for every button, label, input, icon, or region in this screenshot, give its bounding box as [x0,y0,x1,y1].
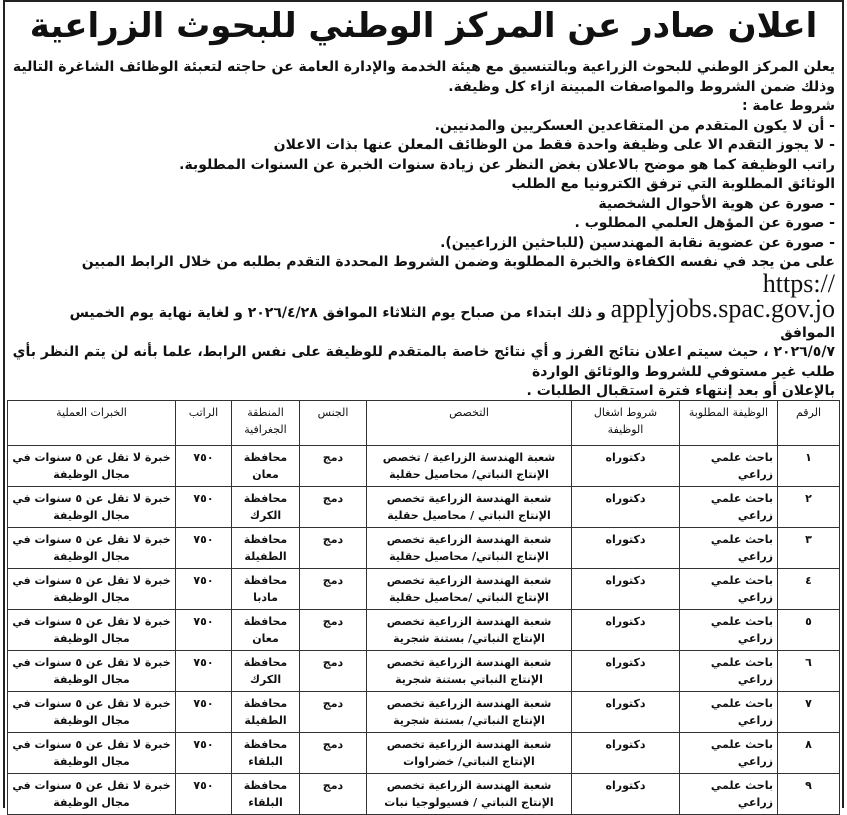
table-cell: دمج [300,610,367,651]
column-header: الجنس [300,401,367,446]
table-cell: دمج [300,733,367,774]
table-cell: ١ [778,446,840,487]
table-cell: دمج [300,487,367,528]
table-cell: ٣ [778,528,840,569]
table-cell: محافظة الطفيلة [232,692,300,733]
intro-line: الوثائق المطلوبة التي ترفق الكترونيا مع الطلب [511,176,835,192]
table-cell: ٩ [778,774,840,815]
table-cell: دكتوراه [572,569,680,610]
table-cell: خبرة لا تقل عن ٥ سنوات في مجال الوظيفة [8,733,176,774]
table-cell: دكتوراه [572,446,680,487]
table-cell: دمج [300,651,367,692]
table-row [8,651,840,692]
table-cell: محافظة الكرك [232,651,300,692]
table-cell: شعبة الهندسة الزراعية تخصص الإنتاج النباتي/ خضراوات [367,733,572,774]
table-cell: شعبة الهندسة الزراعية تخصص الإنتاج النباتي/ بستنة شجرية [367,610,572,651]
table-row [8,774,840,815]
table-cell: شعبة الهندسة الزراعية تخصص الإنتاج النباتي / فسيولوجيا نبات [367,774,572,815]
table-cell: خبرة لا تقل عن ٥ سنوات في مجال الوظيفة [8,610,176,651]
table-cell: باحث علمي زراعي [680,610,778,651]
table-cell: خبرة لا تقل عن ٥ سنوات في مجال الوظيفة [8,528,176,569]
column-header: المنطقة الجغرافية [232,401,300,446]
table-cell: خبرة لا تقل عن ٥ سنوات في مجال الوظيفة [8,446,176,487]
table-cell: ٧٥٠ [176,569,232,610]
table-cell: دمج [300,446,367,487]
announcement-body [12,58,835,402]
table-cell: ٥ [778,610,840,651]
table-cell: ٧٥٠ [176,610,232,651]
intro-line: - صورة عن عضوية نقابة المهندسين (للباحثين الزراعيين). [440,234,835,251]
url-part-2[interactable]: applyjobs.spac.gov.jo [610,294,835,323]
column-header: الوظيفة المطلوبة [680,401,778,446]
table-header-row [8,401,840,446]
intro-line: - صورة عن هوية الأحوال الشخصية [598,195,835,212]
table-cell: ٧٥٠ [176,446,232,487]
table-cell: باحث علمي زراعي [680,528,778,569]
column-header: الرقم [778,401,840,446]
table-cell: باحث علمي زراعي [680,651,778,692]
table-cell: دكتوراه [572,610,680,651]
table-cell: باحث علمي زراعي [680,487,778,528]
table-row [8,569,840,610]
intro-line: - صورة عن المؤهل العلمي المطلوب . [574,215,835,231]
apply-line-4: طلب غير مستوفي للشروط والوثائق الواردة [531,363,835,380]
table-cell: خبرة لا تقل عن ٥ سنوات في مجال الوظيفة [8,569,176,610]
table-row [8,692,840,733]
table-cell: ٧٥٠ [176,692,232,733]
intro-line: يعلن المركز الوطني للبحوث الزراعية وبالتنسيق مع هيئة الخدمة والإدارة العامة عن حاجته لتعبئة الوظائف الشاغرة التالية [12,59,835,75]
table-row [8,528,840,569]
apply-line-1: على من يجد في نفسه الكفاءة والخبرة المطلوبة وضمن الشروط المحددة التقدم بطلبه من خلال الرابط المبين https:// [81,254,835,298]
table-cell: باحث علمي زراعي [680,733,778,774]
table-cell: شعبة الهندسة الزراعية تخصص الإنتاج النباتي/ محاصيل حقلية [367,528,572,569]
table-row [8,733,840,774]
intro-lines [12,58,835,253]
column-header: الراتب [176,401,232,446]
table-cell: ٧ [778,692,840,733]
table-cell: محافظة البلقاء [232,733,300,774]
table-cell: خبرة لا تقل عن ٥ سنوات في مجال الوظيفة [8,651,176,692]
table-cell: دكتوراه [572,733,680,774]
column-header: الخبرات العملية [8,401,176,446]
table-cell: دمج [300,569,367,610]
table-cell: محافظة معان [232,610,300,651]
apply-line-2: applyjobs.spac.gov.jo و ذلك ابتداء من صباح يوم الثلاثاء الموافق ٢٠٢٦/٤/٢٨ و لغاية نهاية يوم الخميس الموافق [69,294,835,341]
intro-line: راتب الوظيفة كما هو موضح بالاعلان بغض النظر عن زيادة سنوات الخبرة عن السنوات المطلوبة. [179,156,835,173]
table-row [8,610,840,651]
table-row [8,487,840,528]
table-cell: شعبة الهندسة الزراعية تخصص الإنتاج النباتي/ بستنة شجرية [367,692,572,733]
table-cell: دمج [300,528,367,569]
table-cell: ٧٥٠ [176,774,232,815]
table-cell: دكتوراه [572,651,680,692]
table-cell: خبرة لا تقل عن ٥ سنوات في مجال الوظيفة [8,487,176,528]
table-cell: ٦ [778,651,840,692]
table-cell: محافظة معان [232,446,300,487]
table-cell: دمج [300,692,367,733]
table-cell: شعبة الهندسة الزراعية / تخصص الإنتاج النباتي/ محاصيل حقلية [367,446,572,487]
table-cell: دكتوراه [572,774,680,815]
apply-line-5: بالإعلان أو بعد إنتهاء فترة استقبال الطلبات . [526,383,835,399]
table-cell: دكتوراه [572,528,680,569]
intro-line: - لا يجوز التقدم الا على وظيفة واحدة فقط من الوظائف المعلن عنها بذات الاعلان [273,137,835,153]
table-cell: ٧٥٠ [176,487,232,528]
url-part-1[interactable]: https:// [762,268,835,298]
table-cell: خبرة لا تقل عن ٥ سنوات في مجال الوظيفة [8,692,176,733]
table-cell: دكتوراه [572,487,680,528]
table-cell: دمج [300,774,367,815]
table-cell: محافظة الكرك [232,487,300,528]
table-cell: محافظة البلقاء [232,774,300,815]
column-header: التخصص [367,401,572,446]
table-cell: ٤ [778,569,840,610]
table-cell: باحث علمي زراعي [680,446,778,487]
intro-line: وذلك ضمن الشروط والمواصفات المبينة ازاء كل وظيفة. [448,78,835,95]
jobs-table [7,400,840,815]
intro-line: شروط عامة : [741,98,835,114]
table-cell: ٧٥٠ [176,733,232,774]
table-cell: ٨ [778,733,840,774]
table-cell: دكتوراه [572,692,680,733]
table-cell: ٧٥٠ [176,651,232,692]
table-cell: ٧٥٠ [176,528,232,569]
column-header: شروط اشغال الوظيفة [572,401,680,446]
table-cell: ٢ [778,487,840,528]
table-cell: خبرة لا تقل عن ٥ سنوات في مجال الوظيفة [8,774,176,815]
table-cell: شعبة الهندسة الزراعية تخصص الإنتاج النباتي بستنة شجرية [367,651,572,692]
table-row [8,446,840,487]
intro-line: - أن لا يكون المتقدم من المتقاعدين العسكريين والمدنيين. [434,117,835,134]
table-cell: شعبة الهندسة الزراعية تخصص الإنتاج النباتي / محاصيل حقلية [367,487,572,528]
table-cell: باحث علمي زراعي [680,569,778,610]
page-title: اعلان صادر عن المركز الوطني للبحوث الزراعية [29,6,818,46]
apply-line-3: ٢٠٢٦/٥/٧ ، حيث سيتم اعلان نتائج الفرز و أي نتائج خاصة بالمتقدم للوظيفة على نفس الرابط، علما بأنه لن يتم النظر بأي [12,344,835,360]
table-cell: شعبة الهندسة الزراعية تخصص الإنتاج النباتي /محاصيل حقلية [367,569,572,610]
table-cell: باحث علمي زراعي [680,692,778,733]
table-cell: محافظة الطفيلة [232,528,300,569]
table-cell: محافظة مادبا [232,569,300,610]
table-cell: باحث علمي زراعي [680,774,778,815]
